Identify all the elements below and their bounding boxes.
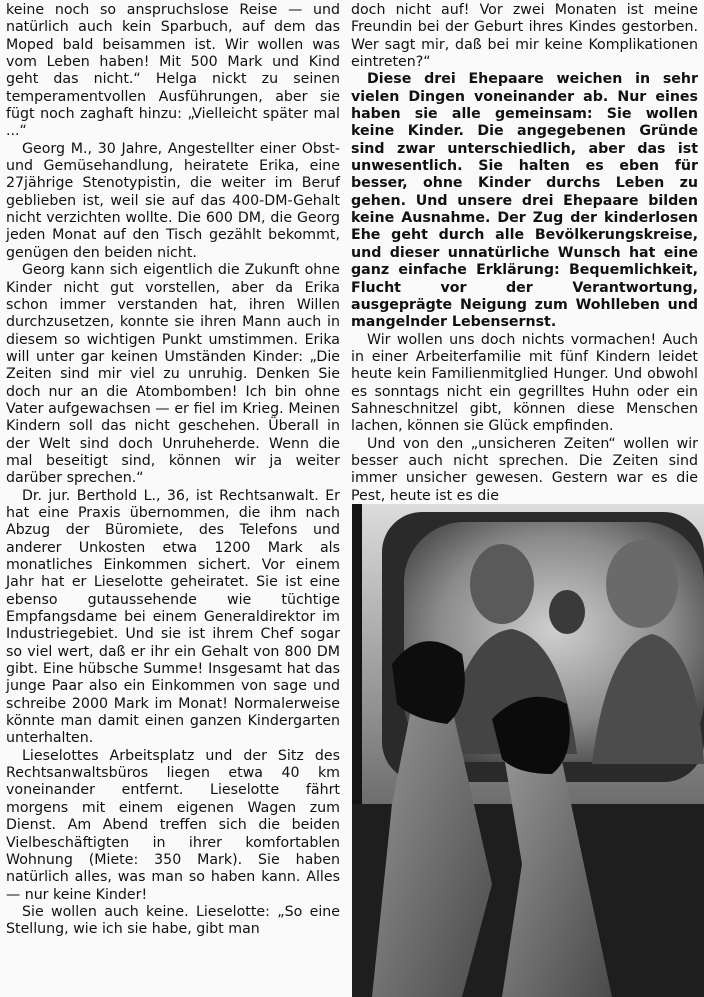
- paragraph: Lieselottes Arbeitsplatz und der Sitz des Rechtsanwaltsbüros liegen etwa 40 km voneinander entfernt. Lieselotte fährt morgens mit einem eigenen Wagen zum Dienst. Am Abend treffen sich die beiden Vielbeschäftigten in ihrer komfortablen Wohnung (Miete: 350 Mark). Sie haben natürlich alles, was man so haben kann. Alles — nur keine Kinder!: [6, 747, 340, 903]
- paragraph: Und von den „unsicheren Zeiten“ wollen wir besser auch nicht sprechen. Die Zeiten sind immer unsicher gewesen. Gestern war es die Pest, heute ist es die: [351, 435, 698, 504]
- paragraph: keine noch so anspruchslose Reise — und natürlich auch kein Sparbuch, auf dem das Moped bald beisammen ist. Wir wollen was vom Leben haben! Mit 500 Mark und Kind geht das nicht.“ Helga nickt zu seinen temperamentvollen Ausführungen, aber sie fügt noch zaghaft hinzu: „Vielleicht später mal ...“: [6, 2, 340, 140]
- left-text-column: [6, 2, 340, 939]
- right-text-column: [351, 2, 698, 505]
- paragraph: doch nicht auf! Vor zwei Monaten ist meine Freundin bei der Geburt ihres Kindes gestorben. Wer sagt mir, daß bei mir keine Komplikationen eintreten?“: [351, 2, 698, 71]
- tv-and-shoes-photo: [352, 504, 704, 997]
- paragraph: Dr. jur. Berthold L., 36, ist Rechtsanwalt. Er hat eine Praxis übernommen, die ihm nach Abzug der Büromiete, des Telefons und anderer Unkosten etwa 1200 Mark als monatliches Einkommen sichert. Vor einem Jahr hat er Lieselotte geheiratet. Sie ist eine ebenso gutaussehende wie tüchtige Empfangsdame bei einem Generaldirektor im Industriegebiet. Und sie ist ihrem Chef sogar so viel wert, daß er ihr ein Gehalt von 800 DM gibt. Eine hübsche Summe! Insgesamt hat das junge Paar also ein Einkommen von sage und schreibe 2000 Mark im Monat! Normalerweise könnte man damit einen ganzen Kindergarten unterhalten.: [6, 487, 340, 747]
- paragraph: Georg M., 30 Jahre, Angestellter einer Obst- und Gemüsehandlung, heiratete Erika, eine 27jährige Stenotypistin, die weiter im Beruf geblieben ist, weil sie auf das 400-DM-Gehalt nicht verzichten wollte. Die 600 DM, die Georg jeden Monat auf den Tisch gezählt bekommt, genügen den beiden nicht.: [6, 140, 340, 261]
- paragraph: Sie wollen auch keine. Lieselotte: „So eine Stellung, wie ich sie habe, gibt man: [6, 903, 340, 938]
- paragraph: Wir wollen uns doch nichts vormachen! Auch in einer Arbeiterfamilie mit fünf Kindern leidet heute kein Familienmitglied Hunger. Und obwohl es sonntags nicht ein gegrilltes Huhn oder ein Sahneschnitzel gibt, können diese Menschen lachen, können sie Glück empfinden.: [351, 331, 698, 435]
- paragraph: Diese drei Ehepaare weichen in sehr vielen Dingen voneinander ab. Nur eines haben sie alle gemeinsam: Sie wollen keine Kinder. Die angegebenen Gründe sind zwar unterschiedlich, aber das ist unwesentlich. Sie halten es eben für besser, ohne Kinder durchs Leben zu gehen. Und unsere drei Ehepaare bilden keine Ausnahme. Der Zug der kinderlosen Ehe geht durch alle Bevölkerungskreise, und dieser unnatürliche Wunsch hat eine ganz einfache Erklärung: Bequemlichkeit, Flucht vor der Verantwortung, ausgeprägte Neigung zum Wohlleben und mangelnder Lebensernst.: [351, 71, 698, 331]
- paragraph: Georg kann sich eigentlich die Zukunft ohne Kinder nicht gut vorstellen, aber da Erika schon immer verstanden hat, ihren Willen durchzusetzen, konnte sie ihren Mann auch in diesem so wichtigen Punkt umstimmen. Erika will unter gar keinen Umständen Kinder: „Die Zeiten sind mir viel zu unruhig. Denken Sie doch nur an die Atombomben! Ich bin ohne Vater aufgewachsen — er fiel im Krieg. Meinen Kindern soll das nicht geschehen. Überall in der Welt sind doch Unruheherde. Wenn die mal beseitigt sind, können wir ja weiter darüber sprechen.“: [6, 262, 340, 487]
